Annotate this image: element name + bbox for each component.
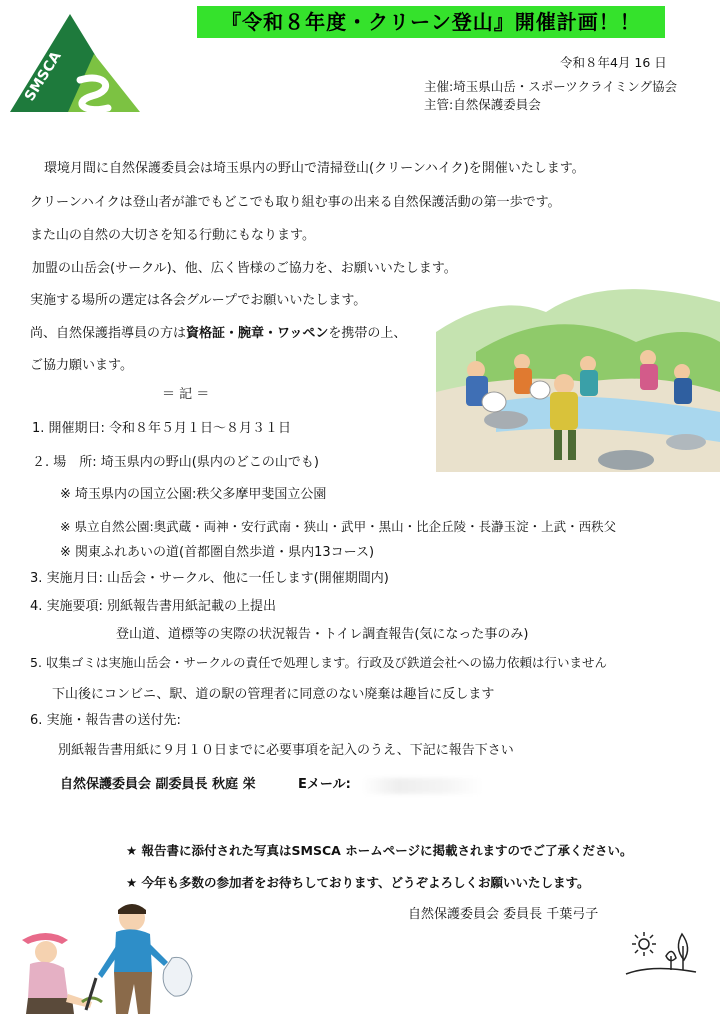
volunteers-illustration xyxy=(12,898,198,1020)
intro-line-4: 加盟の山岳会(サークル)、他、広く皆様のご協力を、お願いいたします。 xyxy=(32,261,457,276)
intro-line-1: 環境月間に自然保護委員会は埼玉県内の野山で清掃登山(クリーンハイク)を開催いたします。 xyxy=(44,161,585,176)
item-5-garbage: 5. 収集ゴミは実施山岳会・サークルの責任で処理します。行政及び鉄道会社への協力依頼は行いません xyxy=(30,655,608,670)
intro-line-6: 尚、自然保護指導員の方は資格証・腕章・ワッペンを携帯の上、 xyxy=(30,326,407,341)
hikers-cleanup-illustration xyxy=(436,272,720,472)
intro-line-2: クリーンハイクは登山者が誰でもどこでも取り組む事の出来る自然保護活動の第一歩です。 xyxy=(30,195,561,210)
signature: 自然保護委員会 委員長 千葉弓子 xyxy=(408,907,599,922)
item-1-date: 1. 開催期日: 令和８年５月１日〜８月３１日 xyxy=(32,421,292,436)
intro-line-3: また山の自然の大切さを知る行動にもなります。 xyxy=(30,228,315,243)
issue-date: 令和８年4月 16 日 xyxy=(560,55,667,70)
manager: 主管:自然保護委員会 xyxy=(424,97,541,112)
contact-person: 自然保護委員会 副委員長 秋庭 栄 xyxy=(60,777,256,792)
smsca-logo xyxy=(8,10,140,114)
item-3-schedule: 3. 実施月日: 山岳会・サークル、他に一任します(開催期間内) xyxy=(30,571,389,586)
note-photo-consent: ★ 報告書に添付された写真はSMSCA ホームページに掲載されますのでご了承ください。 xyxy=(126,843,633,858)
item-2-location: ２. 場 所: 埼玉県内の野山(県内のどこの山でも) xyxy=(32,455,319,470)
item-4-procedure: 4. 実施要項: 別紙報告書用紙記載の上提出 xyxy=(30,599,277,614)
email-label: Eメール: xyxy=(298,777,351,792)
item-6-instructions: 別紙報告書用紙に９月１０日までに必要事項を記入のうえ、下記に報告下さい xyxy=(58,743,514,758)
item-2-kanto-trail: ※ 関東ふれあいの道(首都圏自然歩道・県内13コース) xyxy=(60,545,375,560)
item-4-report-detail: 登山道、道標等の実際の状況報告・トイレ調査報告(気になった事のみ) xyxy=(116,627,529,642)
page-title: 『令和８年度・クリーン登山』開催計画！！ xyxy=(197,6,665,38)
credentials-note: 資格証・腕章・ワッペン xyxy=(186,326,329,341)
organizer: 主催:埼玉県山岳・スポーツクライミング協会 xyxy=(424,79,677,94)
logo-text: SMSCA xyxy=(21,48,65,105)
ki-heading: ＝ 記 ＝ xyxy=(162,387,210,402)
item-2-prefectural-parks: ※ 県立自然公園:奥武蔵・両神・安行武南・狭山・武甲・黒山・比企丘陵・長瀞玉淀・上武・西秩父 xyxy=(60,519,617,534)
nature-icon xyxy=(622,928,700,978)
item-2-national-park: ※ 埼玉県内の国立公園:秩父多摩甲斐国立公園 xyxy=(60,487,327,502)
email-redacted xyxy=(362,778,482,794)
item-6-destination: 6. 実施・報告書の送付先: xyxy=(30,713,181,728)
intro-line-5: 実施する場所の選定は各会グループでお願いいたします。 xyxy=(30,293,367,308)
intro-line-7: ご協力願います。 xyxy=(30,358,133,373)
note-welcome: ★ 今年も多数の参加者をお待ちしております、どうぞよろしくお願いいたします。 xyxy=(126,875,590,890)
item-5-disposal-note: 下山後にコンビニ、駅、道の駅の管理者に同意のない廃棄は趣旨に反します xyxy=(52,687,495,702)
